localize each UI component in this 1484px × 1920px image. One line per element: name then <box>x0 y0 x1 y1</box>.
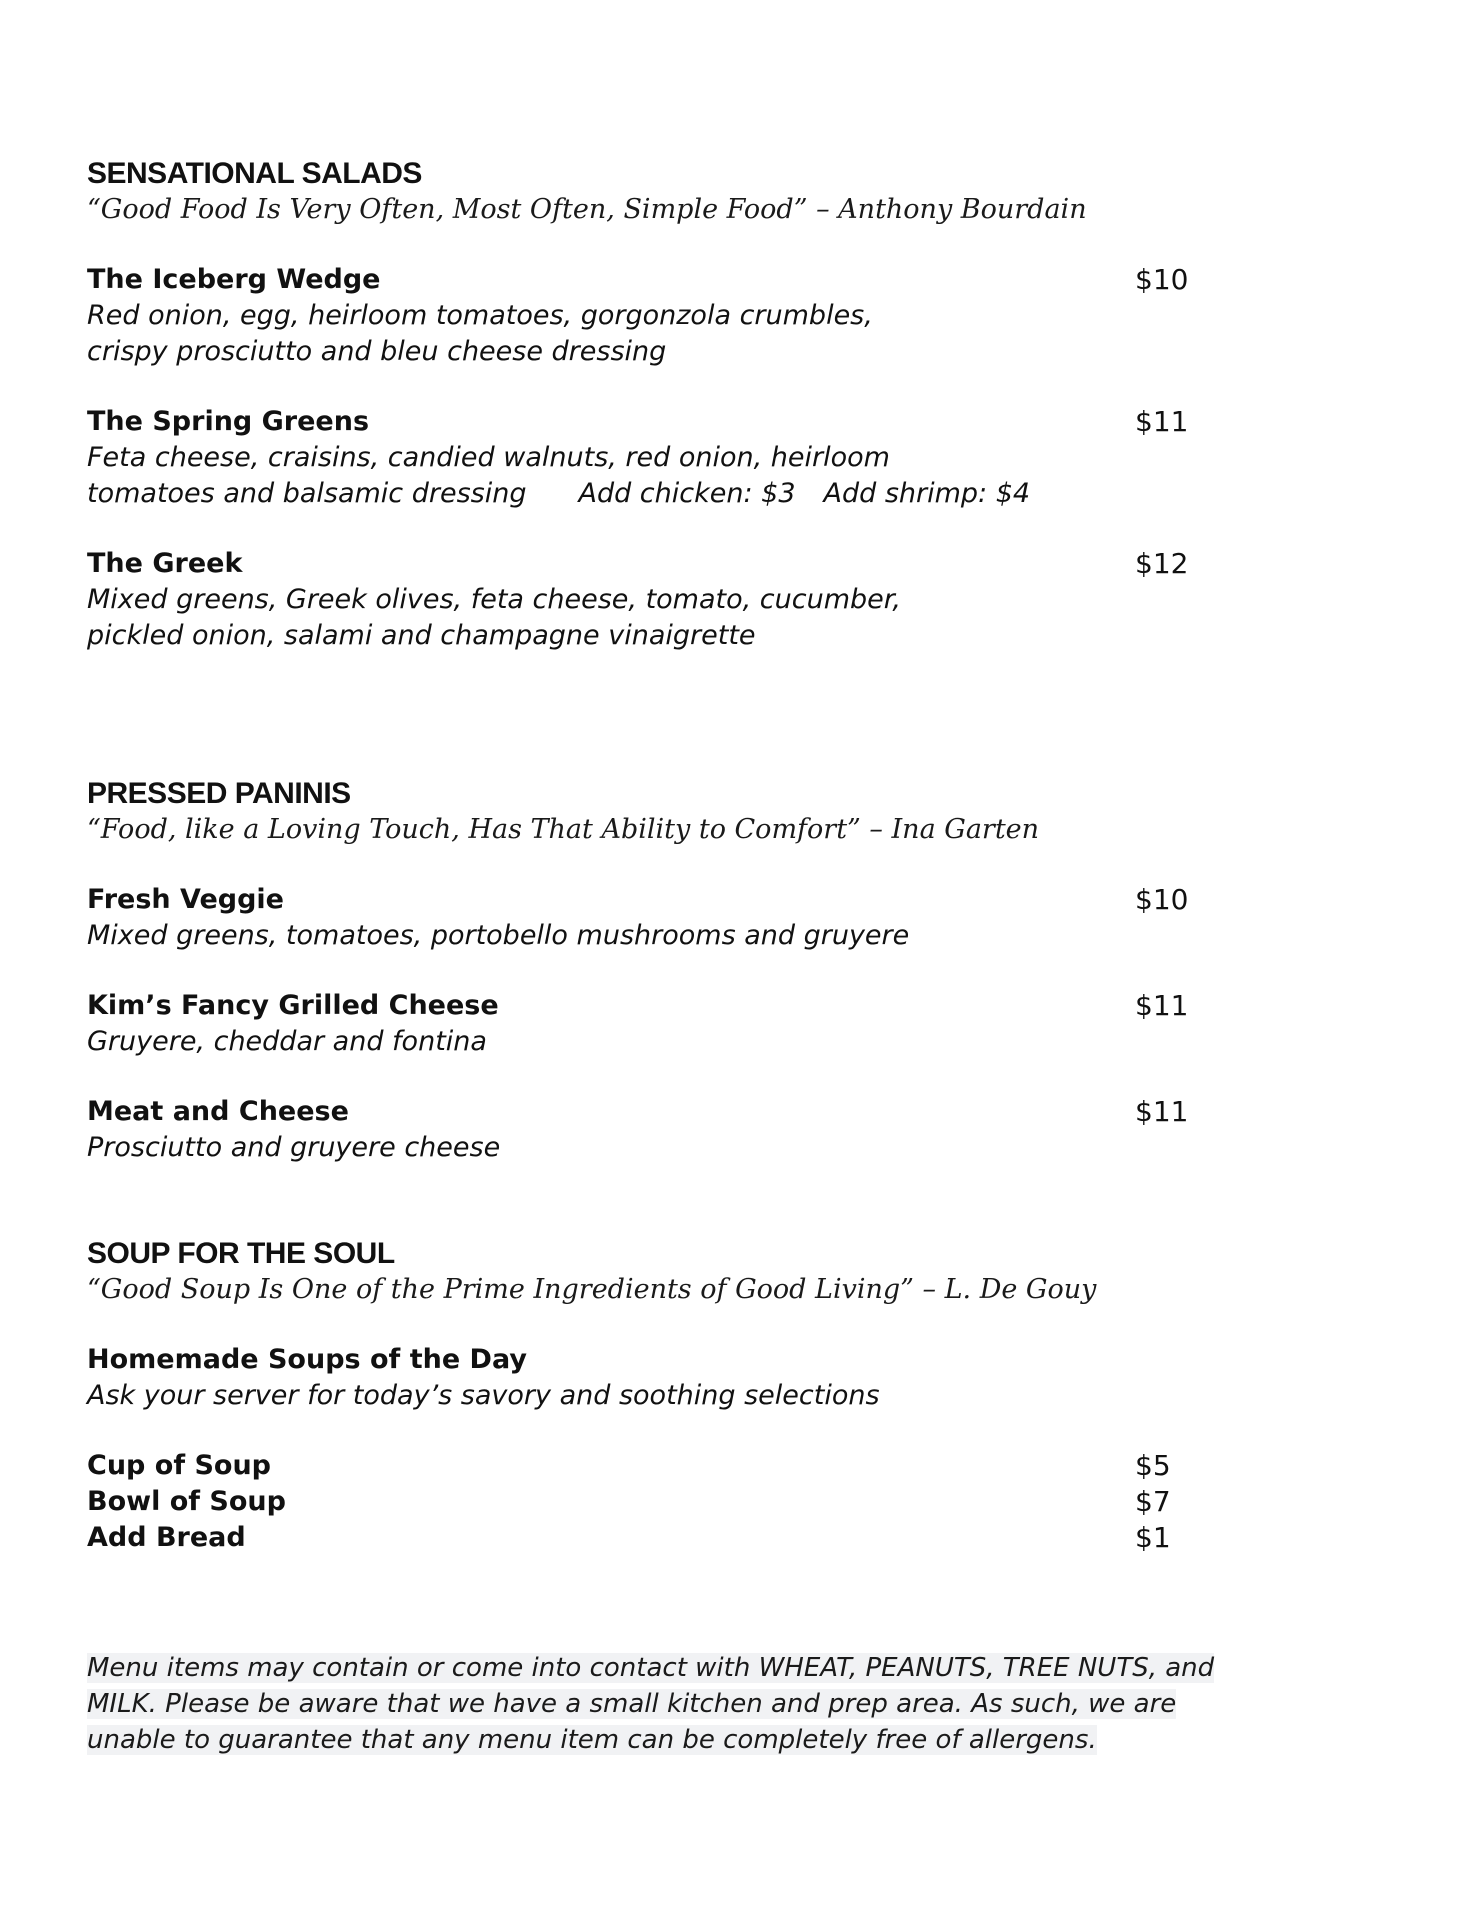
menu-page <box>87 156 1267 1758</box>
item-description <box>87 582 987 654</box>
menu-item <box>87 404 1187 512</box>
item-price: $10 <box>1135 883 1189 916</box>
section-title: SOUP FOR THE SOUL <box>87 1237 395 1270</box>
item-description: Mixed greens, tomatoes, portobello mushrooms and gruyere <box>87 920 910 951</box>
description-line: crispy prosciutto and bleu cheese dressing <box>87 336 667 367</box>
item-name: Fresh Veggie <box>87 884 284 915</box>
menu-item <box>87 262 1187 370</box>
menu-item <box>87 988 1187 1060</box>
addon-chicken: Add chicken: $3 <box>578 478 796 509</box>
item-description: Prosciutto and gruyere cheese <box>87 1132 501 1163</box>
item-description: Gruyere, cheddar and fontina <box>87 1026 487 1057</box>
description-line: Feta cheese, craisins, candied walnuts, red onion, heirloom <box>87 442 890 473</box>
section-salads <box>87 156 1267 654</box>
description-line <box>87 476 1127 512</box>
item-price: $12 <box>1135 547 1189 580</box>
description-line: pickled onion, salami and champagne vinaigrette <box>87 620 756 651</box>
option-name: Add Bread <box>87 1522 246 1553</box>
item-name: Meat and Cheese <box>87 1096 349 1127</box>
allergen-line: MILK. Please be aware that we have a small kitchen and prep area. As such, we are <box>87 1689 1177 1719</box>
menu-item <box>87 882 1187 954</box>
section-soups <box>87 1236 1267 1556</box>
item-price: $11 <box>1135 1095 1189 1128</box>
section-title: SENSATIONAL SALADS <box>87 157 422 190</box>
menu-item <box>87 546 1187 654</box>
item-name: The Iceberg Wedge <box>87 264 381 295</box>
allergen-notice <box>87 1650 1237 1758</box>
allergen-line: unable to guarantee that any menu item can be completely free of allergens. <box>87 1725 1097 1755</box>
section-paninis <box>87 776 1267 1166</box>
option-price: $1 <box>1135 1521 1171 1554</box>
menu-item <box>87 1342 1187 1414</box>
option-price: $5 <box>1135 1449 1171 1482</box>
item-description: Ask your server for today’s savory and soothing selections <box>87 1380 880 1411</box>
section-quote: “Food, like a Loving Touch, Has That Ability to Comfort” – Ina Garten <box>87 814 1040 845</box>
option-price: $7 <box>1135 1485 1171 1518</box>
soup-option-row <box>87 1448 1187 1484</box>
item-name: Kim’s Fancy Grilled Cheese <box>87 990 499 1021</box>
soup-options <box>87 1448 1267 1556</box>
description-line: Mixed greens, Greek olives, feta cheese, tomato, cucumber, <box>87 584 901 615</box>
item-description <box>87 298 987 370</box>
item-name: The Greek <box>87 548 243 579</box>
allergen-line: Menu items may contain or come into contact with WHEAT, PEANUTS, TREE NUTS, and <box>87 1653 1215 1683</box>
item-description <box>87 440 1127 512</box>
item-price: $10 <box>1135 263 1189 296</box>
description-line: Red onion, egg, heirloom tomatoes, gorgonzola crumbles, <box>87 300 873 331</box>
item-price: $11 <box>1135 405 1189 438</box>
item-name: Homemade Soups of the Day <box>87 1344 527 1375</box>
section-title: PRESSED PANINIS <box>87 777 351 810</box>
section-quote: “Good Soup Is One of the Prime Ingredients of Good Living” – L. De Gouy <box>87 1274 1097 1305</box>
soup-option-row <box>87 1520 1187 1556</box>
option-name: Bowl of Soup <box>87 1486 286 1517</box>
soup-option-row <box>87 1484 1187 1520</box>
description-text: tomatoes and balsamic dressing <box>87 478 527 509</box>
section-quote: “Good Food Is Very Often, Most Often, Simple Food” – Anthony Bourdain <box>87 194 1087 225</box>
option-name: Cup of Soup <box>87 1450 272 1481</box>
item-name: The Spring Greens <box>87 406 370 437</box>
addon-shrimp: Add shrimp: $4 <box>823 478 1031 509</box>
menu-item <box>87 1094 1187 1166</box>
item-price: $11 <box>1135 989 1189 1022</box>
